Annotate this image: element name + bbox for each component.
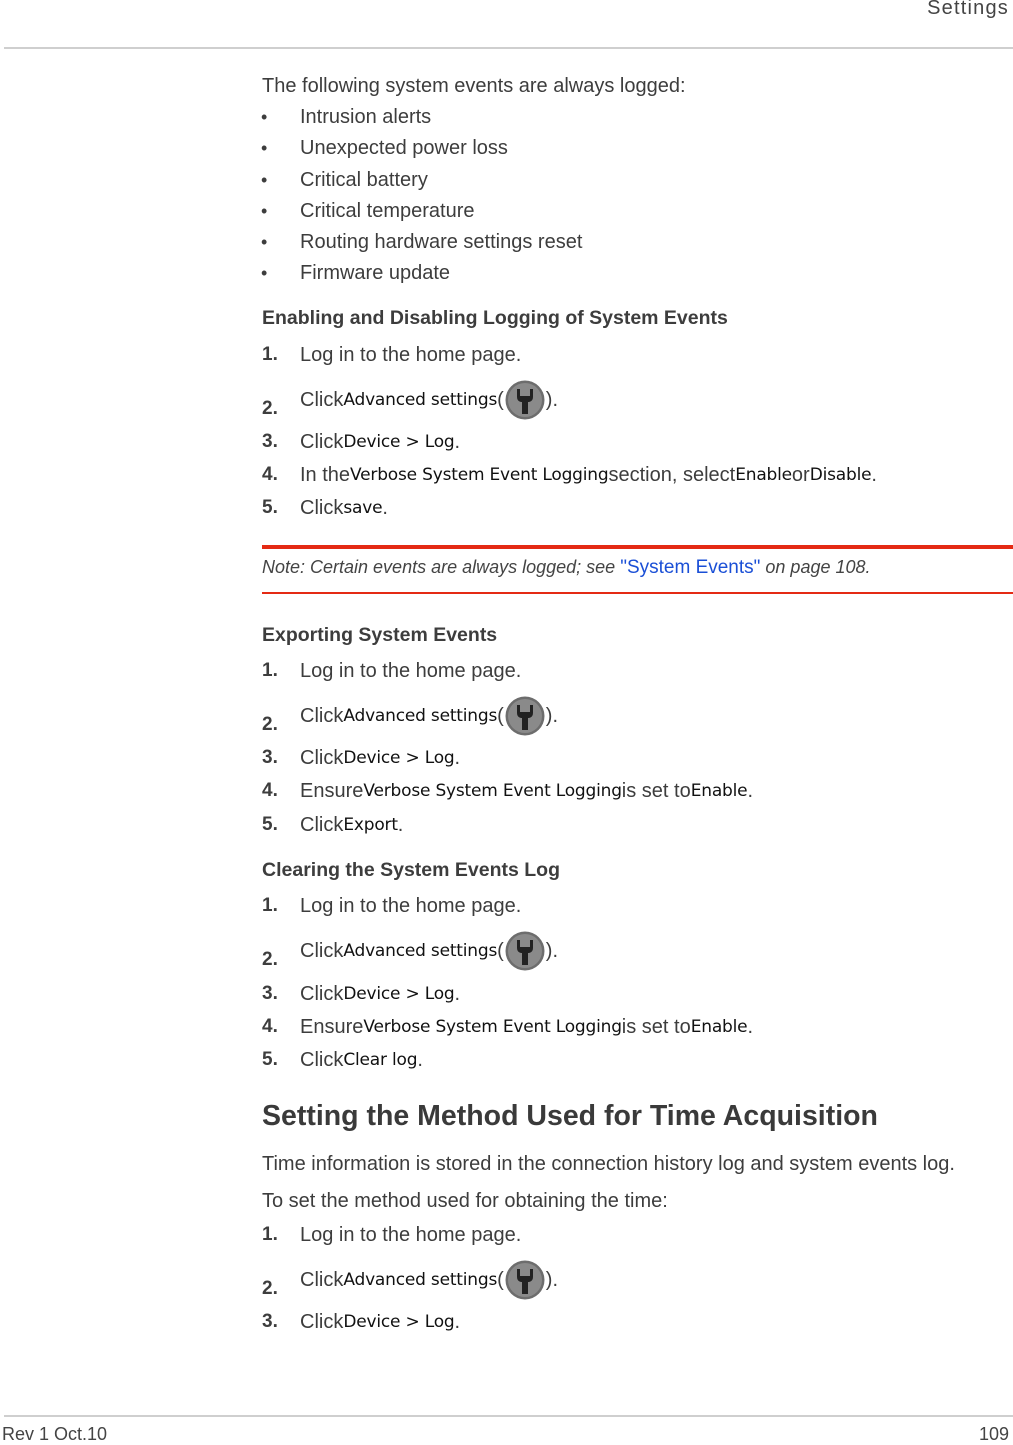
ui-label: save	[343, 498, 383, 518]
paragraph: To set the method used for obtaining the time:	[262, 1190, 668, 1212]
ui-label: Advanced settings	[343, 1270, 498, 1290]
section-heading: Clearing the System Events Log	[262, 859, 560, 881]
section-heading: Exporting System Events	[262, 624, 498, 646]
ui-label: Disable	[809, 465, 872, 485]
wrench-icon	[505, 931, 545, 971]
ui-label: Verbose System Event Logging	[363, 1017, 622, 1037]
wrench-icon	[505, 696, 545, 736]
intro-text: The following system events are always logged:	[262, 75, 686, 97]
ui-label: Verbose System Event Logging	[350, 465, 609, 485]
ui-label: Clear log	[343, 1050, 418, 1070]
note-bottom-rule	[262, 592, 1013, 594]
ui-label: Enable	[735, 465, 792, 485]
footer-revision: Rev 1 Oct.10	[2, 1424, 108, 1444]
ui-label: Export	[343, 815, 398, 835]
ui-label: Enable	[690, 781, 748, 801]
wrench-icon	[505, 380, 545, 420]
ui-label: Device > Log	[343, 984, 455, 1004]
ui-label: Advanced settings	[343, 941, 498, 961]
ui-label: Advanced settings	[343, 706, 498, 726]
wrench-icon	[505, 1260, 545, 1300]
running-header: Settings	[927, 0, 1009, 19]
section-title: Setting the Method Used for Time Acquisition	[262, 1100, 878, 1132]
section-heading: Enabling and Disabling Logging of System Events	[262, 307, 728, 329]
ui-label: Advanced settings	[343, 390, 498, 410]
note: Note: Certain events are always logged; see "System Events" on page 108.	[262, 557, 871, 578]
note-top-rule	[262, 545, 1013, 549]
ui-label: Verbose System Event Logging	[363, 781, 622, 801]
header-rule	[4, 47, 1013, 49]
paragraph: Time information is stored in the connection history log and system events log.	[262, 1153, 955, 1175]
cross-reference-link[interactable]: "System Events"	[620, 557, 761, 578]
footer-rule	[4, 1415, 1013, 1417]
ui-label: Device > Log	[343, 748, 455, 768]
page-number: 109	[978, 1424, 1009, 1444]
ui-label: Enable	[690, 1017, 748, 1037]
ui-label: Device > Log	[343, 1312, 455, 1332]
ui-label: Device > Log	[343, 432, 455, 452]
